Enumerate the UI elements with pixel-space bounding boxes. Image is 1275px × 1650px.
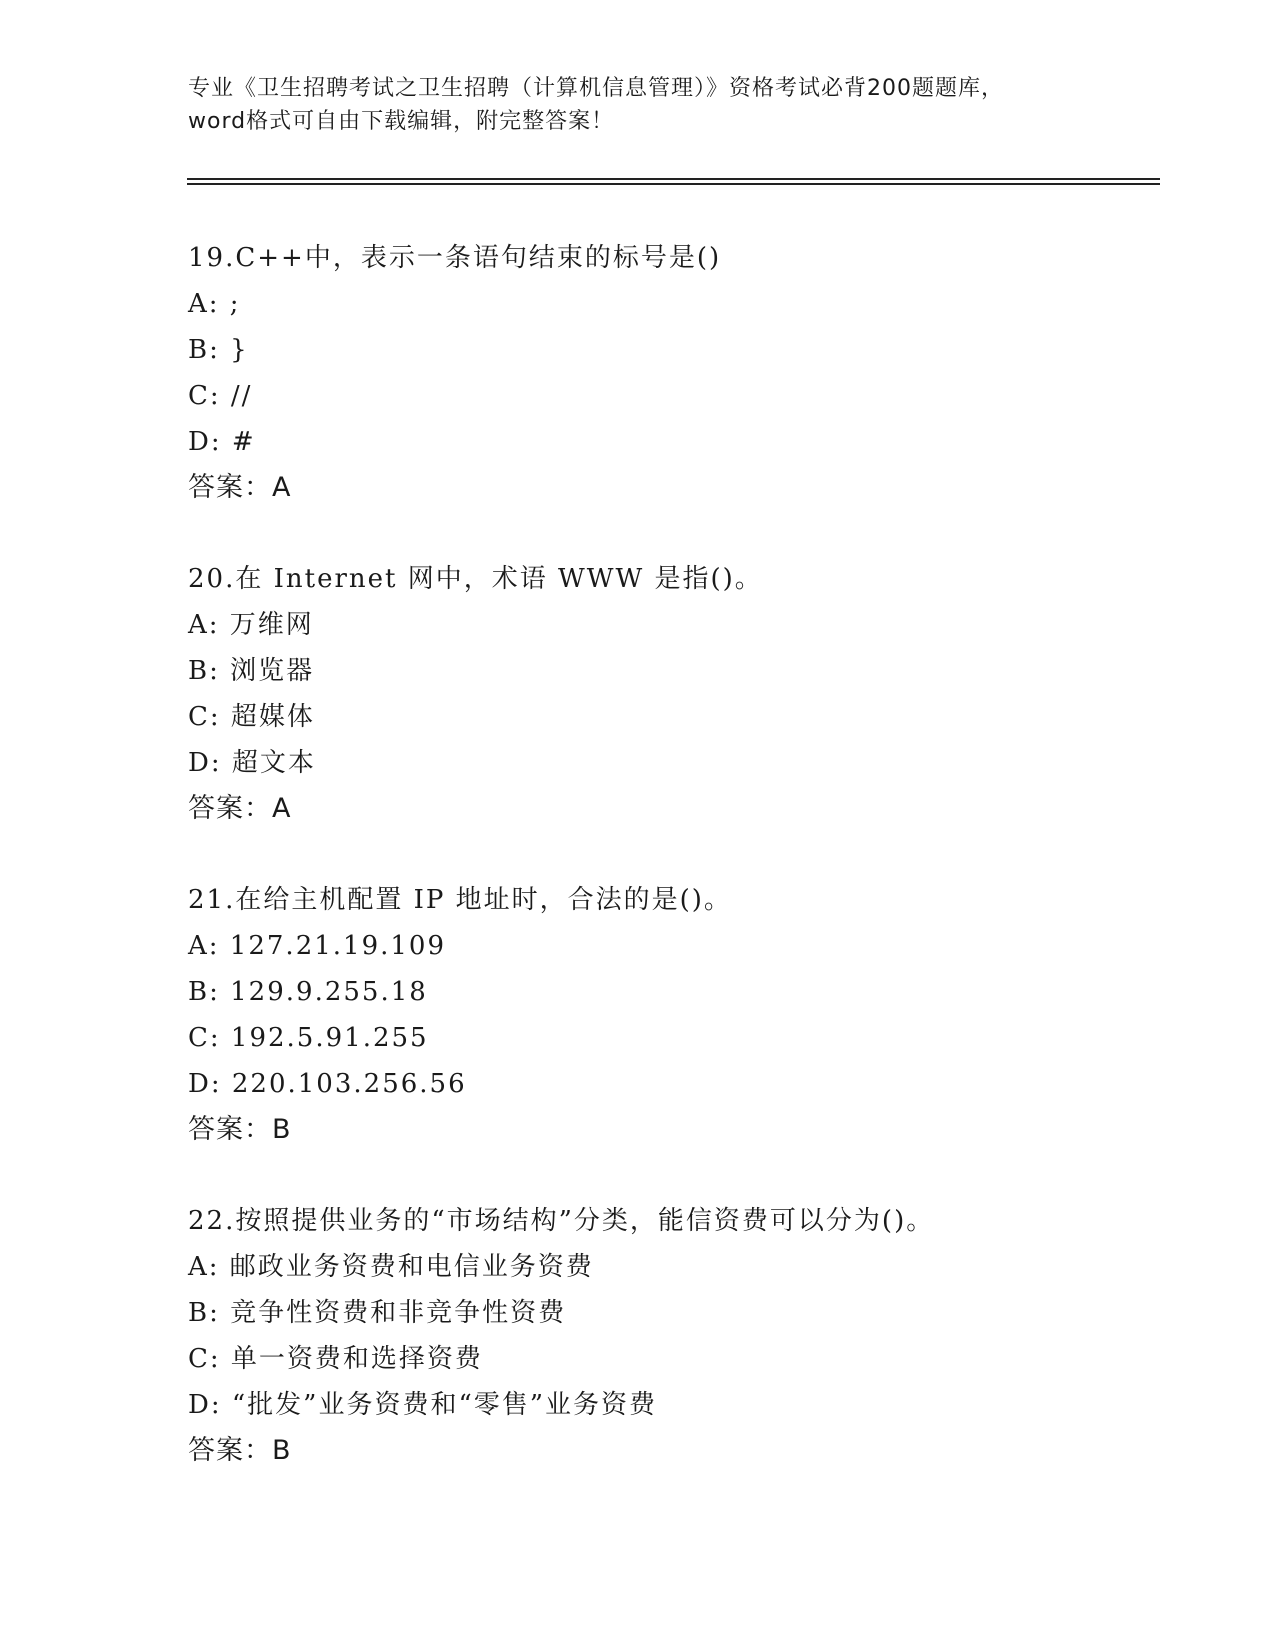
question-stem: 21.在给主机配置 IP 地址时，合法的是()。 <box>188 885 732 915</box>
header-divider-top <box>187 178 1160 180</box>
option-b: B: 129.9.255.18 <box>188 977 428 1007</box>
header-line-2: word格式可自由下载编辑，附完整答案！ <box>188 109 615 134</box>
answer: 答案：A <box>188 472 292 503</box>
option-c: C: 单一资费和选择资费 <box>188 1344 483 1374</box>
question-20 <box>188 556 1148 832</box>
option-a: A: ; <box>188 289 241 319</box>
answer: 答案：B <box>188 1435 292 1466</box>
header-divider-bottom <box>187 183 1160 185</box>
option-d: D: 220.103.256.56 <box>188 1069 467 1099</box>
option-a: A: 万维网 <box>188 610 314 640</box>
option-a: A: 127.21.19.109 <box>188 931 447 961</box>
option-b: B: 浏览器 <box>188 656 315 686</box>
question-19 <box>188 235 1148 511</box>
option-b: B: 竞争性资费和非竞争性资费 <box>188 1298 567 1328</box>
option-b: B: } <box>188 335 249 365</box>
question-stem: 20.在 Internet 网中，术语 WWW 是指()。 <box>188 564 763 594</box>
question-stem: 22.按照提供业务的“市场结构”分类，能信资费可以分为()。 <box>188 1206 935 1236</box>
option-c: C: 超媒体 <box>188 702 315 732</box>
answer: 答案：A <box>188 793 292 824</box>
answer: 答案：B <box>188 1114 292 1145</box>
question-22 <box>188 1198 1148 1474</box>
option-d: D: 超文本 <box>188 748 316 778</box>
option-c: C: 192.5.91.255 <box>188 1023 429 1053</box>
option-c: C: // <box>188 381 253 411</box>
question-stem: 19.C++中，表示一条语句结束的标号是() <box>188 243 722 273</box>
question-21 <box>188 877 1148 1153</box>
option-d: D: # <box>188 427 256 457</box>
header-line-1: 专业《卫生招聘考试之卫生招聘（计算机信息管理）》资格考试必背200题题库， <box>188 76 1004 101</box>
option-a: A: 邮政业务资费和电信业务资费 <box>188 1252 594 1282</box>
document-header <box>188 72 1088 138</box>
option-d: D: “批发”业务资费和“零售”业务资费 <box>188 1390 658 1420</box>
